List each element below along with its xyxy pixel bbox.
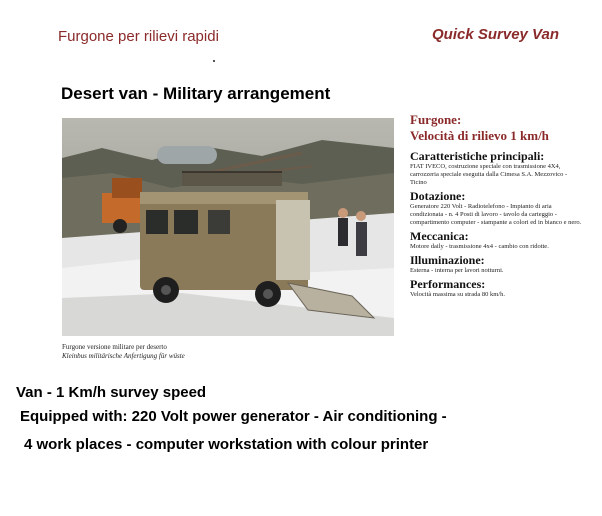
caption-german: Kleinbus militärische Anfertigung für wüste xyxy=(62,352,185,360)
spec-body-equipment: Generatore 220 Volt - Radiotelefono - Impianto di aria condizionata - n. 4 Posti di lavoro - tavolo da carteggio - compartimento computer - stampante a colori ed in bianco e nero. xyxy=(410,203,582,226)
translation-line-3: 4 work places - computer workstation with colour printer xyxy=(24,436,429,453)
spec-title-performance: Performances: xyxy=(410,277,486,291)
title-english: Quick Survey Van xyxy=(432,26,560,43)
van-illustration xyxy=(62,118,394,336)
spec-body-lighting: Esterna - interna per lavori notturni. xyxy=(410,267,504,274)
spec-body-mechanics: Motore daily - trasmissione 4x4 - cambio con ridotte. xyxy=(410,243,549,250)
spec-body-main: FIAT IVECO, costruzione speciale con trasmissione 4X4, carrozzeria speciale eseguita dalla Cimesa S.A. Mezzovico - Ticino xyxy=(410,163,568,186)
survey-speed: Velocità di rilievo 1 km/h xyxy=(410,128,549,143)
spec-title-mechanics: Meccanica: xyxy=(410,229,469,243)
spec-title-equipment: Dotazione: xyxy=(410,189,466,203)
van-photo xyxy=(62,118,394,336)
van-heading xyxy=(410,112,585,144)
spec-panel xyxy=(410,112,585,301)
caption-italian: Furgone versione militare per deserto xyxy=(62,343,167,351)
translation-line-1: Van - 1 Km/h survey speed xyxy=(16,384,207,401)
speck xyxy=(213,60,215,62)
title-italian: Furgone per rilievi rapidi xyxy=(58,28,219,45)
spec-title-main: Caratteristiche principali: xyxy=(410,149,545,163)
photo-caption xyxy=(62,343,185,361)
translation-line-2: Equipped with: 220 Volt power generator - Air conditioning - xyxy=(20,408,447,425)
spec-body-performance: Velocità massima su strada 80 km/h. xyxy=(410,291,505,298)
section-heading: Desert van - Military arrangement xyxy=(61,84,331,103)
van-label: Furgone: xyxy=(410,112,462,127)
spec-title-lighting: Illuminazione: xyxy=(410,253,485,267)
